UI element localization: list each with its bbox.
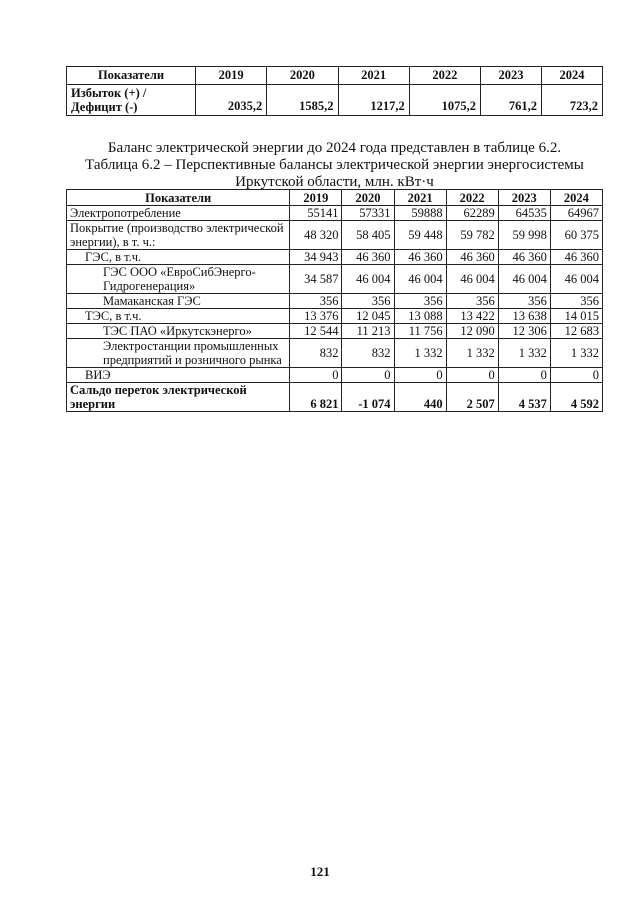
value-cell: 356 [446,294,498,309]
header-cell: 2020 [267,67,338,85]
header-cell: 2021 [394,190,446,206]
value-cell: 34 587 [290,265,342,294]
value-cell: 59 782 [446,221,498,250]
header-cell: 2019 [290,190,342,206]
row-label: ГЭС ООО «ЕвроСибЭнерго-Гидрогенерация» [67,265,290,294]
value-cell: 0 [290,368,342,383]
value-cell: 832 [342,339,394,368]
summary-table [66,66,603,116]
row-label: Покрытие (производство электрической энергии), в т. ч.: [67,221,290,250]
table-row [67,368,603,383]
value-cell: 46 004 [550,265,602,294]
value-cell: 46 004 [446,265,498,294]
value-cell: 356 [290,294,342,309]
value-cell: 46 360 [550,250,602,265]
value-cell: 832 [290,339,342,368]
value-cell: 60 375 [550,221,602,250]
value-cell: 12 090 [446,324,498,339]
value-cell: 356 [342,294,394,309]
value-cell: 59888 [394,206,446,221]
value-cell: 0 [446,368,498,383]
value-cell: 14 015 [550,309,602,324]
value-cell: 4 592 [550,383,602,412]
value-cell: 12 306 [498,324,550,339]
header-cell: 2019 [196,67,267,85]
value-cell: 1075,2 [409,85,480,116]
value-cell: 13 638 [498,309,550,324]
value-cell: 48 320 [290,221,342,250]
value-cell: 2 507 [446,383,498,412]
table-row [67,265,603,294]
value-cell: 356 [498,294,550,309]
value-cell: 46 360 [498,250,550,265]
value-cell: 62289 [446,206,498,221]
header-cell: 2023 [498,190,550,206]
value-cell: 1217,2 [338,85,409,116]
value-cell: 12 045 [342,309,394,324]
value-cell: 11 756 [394,324,446,339]
table-caption: Таблица 6.2 – Перспективные балансы электрической энергии энергосистемы [85,157,584,173]
summary-table-header [67,67,603,85]
value-cell: 58 405 [342,221,394,250]
page-number: 121 [310,864,330,879]
header-cell: Показатели [67,67,196,85]
header-cell: 2022 [446,190,498,206]
row-label: Мамаканская ГЭС [67,294,290,309]
value-cell: 0 [342,368,394,383]
table-row [67,221,603,250]
value-cell: 11 213 [342,324,394,339]
header-cell: 2022 [409,67,480,85]
value-cell: 0 [394,368,446,383]
table-row [67,294,603,309]
value-cell: 1 332 [498,339,550,368]
header-cell: 2021 [338,67,409,85]
table-row [67,85,603,116]
value-cell: -1 074 [342,383,394,412]
row-label: ТЭС ПАО «Иркутскэнерго» [67,324,290,339]
table-row [67,383,603,412]
header-cell: 2023 [481,67,542,85]
value-cell: 356 [394,294,446,309]
value-cell: 2035,2 [196,85,267,116]
row-label: ВИЭ [67,368,290,383]
value-cell: 46 360 [394,250,446,265]
header-cell: 2024 [541,67,602,85]
row-label: Сальдо переток электрической энергии [67,383,290,412]
value-cell: 723,2 [541,85,602,116]
balance-table-header [67,190,603,206]
value-cell: 46 004 [498,265,550,294]
value-cell: 1 332 [550,339,602,368]
value-cell: 12 544 [290,324,342,339]
value-cell: 34 943 [290,250,342,265]
value-cell: 13 088 [394,309,446,324]
table-caption-unit: Иркутской области, млн. кВт·ч [235,174,434,190]
row-label [67,85,196,116]
header-cell: Показатели [67,190,290,206]
value-cell: 0 [498,368,550,383]
value-cell: 55141 [290,206,342,221]
value-cell: 46 004 [394,265,446,294]
value-cell: 46 004 [342,265,394,294]
value-cell: 57331 [342,206,394,221]
value-cell: 4 537 [498,383,550,412]
table-row [67,206,603,221]
value-cell: 64535 [498,206,550,221]
value-cell: 12 683 [550,324,602,339]
table-row [67,250,603,265]
value-cell: 6 821 [290,383,342,412]
header-cell: 2020 [342,190,394,206]
value-cell: 59 998 [498,221,550,250]
value-cell: 46 360 [446,250,498,265]
value-cell: 440 [394,383,446,412]
value-cell: 1 332 [446,339,498,368]
row-label: ТЭС, в т.ч. [67,309,290,324]
value-cell: 59 448 [394,221,446,250]
value-cell: 0 [550,368,602,383]
row-label-line: Избыток (+) / [71,86,147,100]
value-cell: 64967 [550,206,602,221]
value-cell: 1585,2 [267,85,338,116]
value-cell: 1 332 [394,339,446,368]
table-row [67,309,603,324]
balance-table [66,189,603,412]
row-label: Электропотребление [67,206,290,221]
table-row [67,324,603,339]
row-label: ГЭС, в т.ч. [67,250,290,265]
row-label: Электростанции промышленных предприятий и розничного рынка [67,339,290,368]
value-cell: 356 [550,294,602,309]
header-cell: 2024 [550,190,602,206]
table-row [67,339,603,368]
value-cell: 761,2 [481,85,542,116]
body-paragraph: Баланс электрической энергии до 2024 года представлен в таблице 6.2. [107,140,562,156]
value-cell: 13 422 [446,309,498,324]
value-cell: 13 376 [290,309,342,324]
value-cell: 46 360 [342,250,394,265]
row-label-line: Дефицит (-) [71,100,138,114]
